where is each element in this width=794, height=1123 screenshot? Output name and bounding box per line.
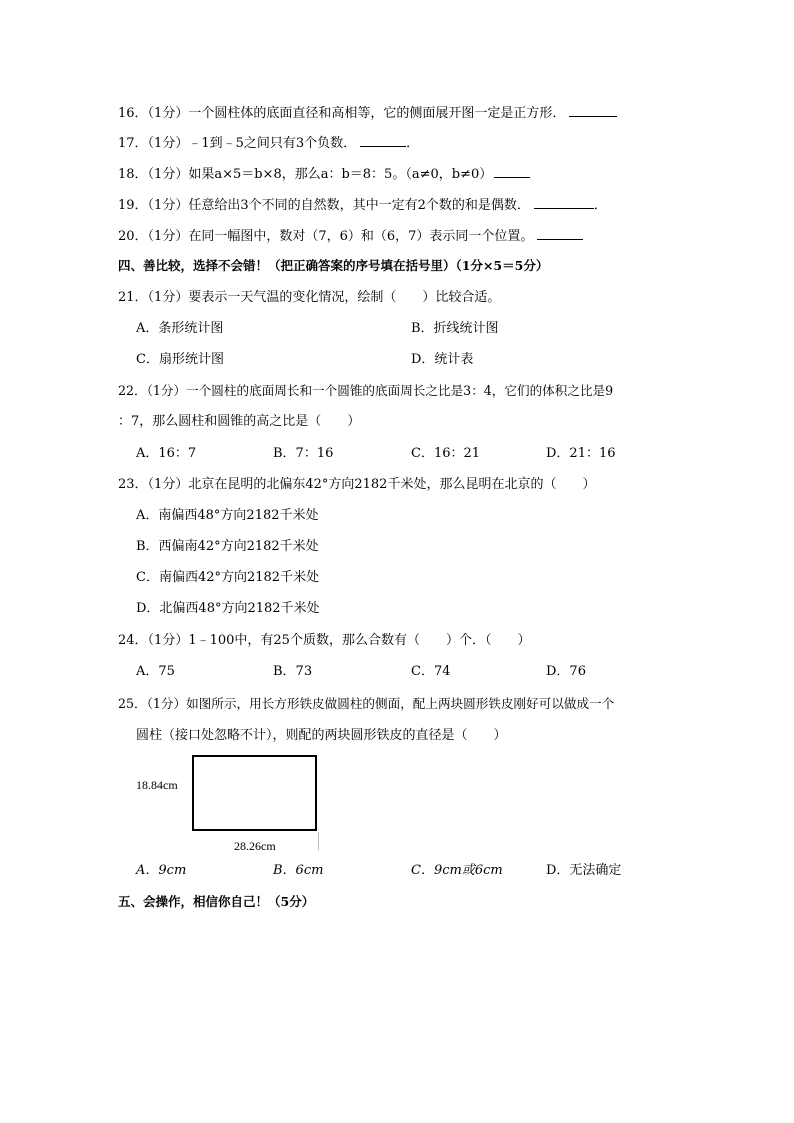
question-25-line-2: 圆柱（接口处忽略不计），则配的两块圆形铁皮的直径是（ ） bbox=[136, 728, 507, 743]
q25-option-d[interactable]: D．无法确定 bbox=[546, 863, 622, 878]
rectangle-height-label: 18.84cm bbox=[136, 778, 178, 792]
q25-option-a[interactable]: A．9cm bbox=[136, 863, 187, 878]
question-22-line-1: 22．（1分）一个圆柱的底面周长和一个圆锥的底面周长之比是3：4，它们的体积之比是9 bbox=[118, 383, 614, 398]
question-19-text: 19．（1分）任意给出3个不同的自然数，其中一定有2个数的和是偶数． bbox=[118, 198, 530, 213]
question-23: 23．（1分）北京在昆明的北偏东42°方向2182千米处，那么昆明在北京的（ ） bbox=[118, 477, 596, 492]
q21-option-c[interactable]: C．扇形统计图 bbox=[136, 352, 224, 367]
q23-option-b[interactable]: B．西偏南42°方向2182千米处 bbox=[136, 539, 319, 554]
q24-option-a[interactable]: A．75 bbox=[136, 664, 175, 679]
question-19 bbox=[118, 195, 607, 215]
q25-option-c[interactable]: C．9cm或6cm bbox=[411, 863, 503, 878]
rectangle-width-label: 28.26cm bbox=[234, 839, 276, 853]
q23-option-c[interactable]: C．南偏西42°方向2182千米处 bbox=[136, 570, 320, 585]
q25-option-b[interactable]: B．6cm bbox=[273, 863, 324, 878]
answer-blank-16[interactable] bbox=[569, 103, 617, 117]
question-17-text: 17．（1分）﹣1到﹣5之间只有3个负数． bbox=[118, 136, 357, 151]
question-16 bbox=[118, 103, 617, 123]
section-5-heading: 五、会操作，相信你自己！（5分） bbox=[118, 894, 315, 909]
question-20 bbox=[118, 226, 583, 246]
question-24: 24．（1分）1﹣100中，有25个质数，那么合数有（ ）个．（ ） bbox=[118, 633, 531, 648]
figure-edge-mark bbox=[318, 832, 319, 850]
answer-blank-19[interactable] bbox=[534, 195, 594, 209]
q22-option-c[interactable]: C．16：21 bbox=[411, 446, 481, 461]
q22-option-b[interactable]: B．7：16 bbox=[273, 446, 334, 461]
q24-option-b[interactable]: B．73 bbox=[273, 664, 313, 679]
question-17-tail: ． bbox=[406, 136, 420, 151]
q23-option-a[interactable]: A．南偏西48°方向2182千米处 bbox=[136, 508, 319, 523]
section-4-heading: 四、善比较，选择不会错！（把正确答案的序号填在括号里）（1分×5＝5分） bbox=[118, 258, 549, 273]
question-18-text: 18．（1分）如果a×5＝b×8，那么a：b＝8：5。（a≠0，b≠0） bbox=[118, 167, 493, 182]
q24-option-d[interactable]: D．76 bbox=[546, 664, 586, 679]
q21-option-a[interactable]: A．条形统计图 bbox=[136, 321, 224, 336]
question-19-tail: ． bbox=[593, 198, 607, 213]
question-17 bbox=[118, 133, 419, 153]
rectangle-figure bbox=[136, 748, 326, 853]
question-22-line-2: ：7，那么圆柱和圆锥的高之比是（ ） bbox=[118, 414, 361, 429]
q21-option-d[interactable]: D．统计表 bbox=[411, 352, 474, 367]
q23-option-d[interactable]: D．北偏西48°方向2182千米处 bbox=[136, 601, 320, 616]
answer-blank-20[interactable] bbox=[537, 226, 583, 240]
q22-option-d[interactable]: D．21：16 bbox=[546, 446, 616, 461]
q21-option-b[interactable]: B．折线统计图 bbox=[411, 321, 499, 336]
question-20-text: 20．（1分）在同一幅图中，数对（7，6）和（6，7）表示同一个位置。 bbox=[118, 229, 534, 244]
q22-option-a[interactable]: A．16：7 bbox=[136, 446, 197, 461]
answer-blank-18[interactable] bbox=[494, 164, 530, 178]
answer-blank-17[interactable] bbox=[360, 133, 406, 147]
question-25-line-1: 25．（1分）如图所示，用长方形铁皮做圆柱的侧面，配上两块圆形铁皮刚好可以做成一个 bbox=[118, 696, 615, 711]
rectangle-shape bbox=[192, 755, 317, 831]
q24-option-c[interactable]: C．74 bbox=[411, 664, 451, 679]
question-21: 21．（1分）要表示一天气温的变化情况，绘制（ ）比较合适。 bbox=[118, 290, 501, 305]
question-18 bbox=[118, 164, 530, 184]
question-16-text: 16．（1分）一个圆柱体的底面直径和高相等，它的侧面展开图一定是正方形． bbox=[118, 106, 566, 121]
